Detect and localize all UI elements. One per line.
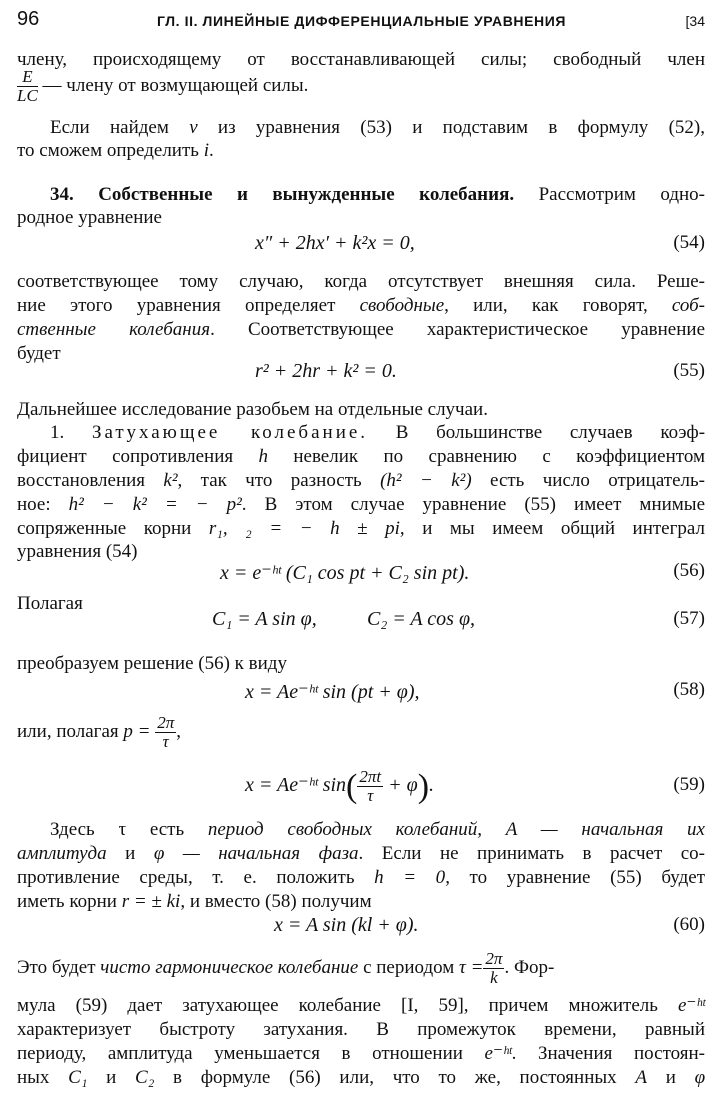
text-line: или, полагая p = $\frac{2\pi}{\tau}$ ,: [17, 713, 181, 751]
equation-56: [17, 560, 705, 590]
equation-formula: x = Ae⁻ʰᵗ sin (pt + φ),: [245, 681, 420, 703]
equation-54: [17, 232, 705, 262]
equation-59: [17, 760, 705, 804]
text-line: фициент сопротивления h невелик по сравнению с коэффициентом: [17, 446, 705, 467]
equation-formula: x = A sin (kl + φ).: [274, 914, 419, 936]
equation-60: [17, 914, 705, 944]
text-line: уравнения (54): [17, 541, 138, 562]
fraction: $\frac{2\pi t}{\tau}$: [359, 767, 382, 805]
section-heading: 34. Собственные и вынужденные колебания. Рассмотрим одно-: [50, 184, 706, 205]
text-line: $\frac{E}{LC}$ — члену от возмущающей силы.: [17, 67, 309, 105]
equation-55: [17, 360, 705, 390]
equation-formula: C₁ = A sin φ,: [212, 608, 317, 630]
fraction: $\frac{2\pi}{k}$: [485, 949, 503, 987]
equation-formula: C₂ = A cos φ,: [367, 608, 476, 630]
text-line: то сможем определить i.: [17, 140, 214, 161]
text-line: Это будет чисто гармоническое колебание с периодом τ = $\frac{2\pi}{k}$ . Фор-: [17, 949, 555, 987]
page-number: 96: [17, 8, 40, 30]
equation-number: (58): [673, 679, 705, 700]
text-line: 1. Затухающее колебание. В большинстве случаев коэф-: [50, 422, 706, 443]
equation-formula: x″ + 2hx′ + k²x = 0,: [255, 232, 415, 254]
equation-number: (57): [673, 608, 705, 629]
text-line: иметь корни r = ± ki, и вместо (58) получим: [17, 891, 372, 912]
equation-number: (55): [673, 360, 705, 381]
text-line: восстановления k², так что разность (h² − k²) есть число отрицатель-: [17, 470, 705, 491]
text-line: амплитуда и φ — начальная фаза. Если не принимать в расчет со-: [17, 843, 706, 864]
text-line: члену, происходящему от восстанавливающей силы; свободный член: [17, 49, 705, 70]
equation-formula: x = Ae⁻ʰᵗ sin( $\frac{2\pi t}{\tau}$ + φ).: [245, 767, 435, 806]
text-line: Здесь τ есть период свободных колебаний, A — начальная их: [50, 819, 705, 840]
text-line: сопряженные корни r₁, ₂ = − h ± pi, и мы имеем общий интеграл: [17, 518, 705, 539]
text-line: ное: h² − k² = − p². В этом случае уравнение (55) имеет мнимые: [17, 494, 705, 515]
book-page: [17, 0, 705, 1100]
text-line: мула (59) дает затухающее колебание [I, 59], причем множитель e⁻ʰᵗ: [17, 995, 706, 1016]
equation-number: (59): [673, 774, 705, 795]
section-marker: [34: [685, 13, 705, 29]
text-line: ных C₁ и C₂ в формуле (56) или, что то же, постоянных A и φ: [17, 1067, 706, 1088]
fraction: $\frac{E}{LC}$: [17, 67, 38, 105]
text-line: ственные колебания. Соответствующее характеристическое уравнение: [17, 319, 705, 340]
text-line: соответствующее тому случаю, когда отсутствует внешняя сила. Реше-: [17, 271, 705, 292]
text-line: родное уравнение: [17, 207, 162, 228]
equation-number: (54): [673, 232, 705, 253]
text-line: преобразуем решение (56) к виду: [17, 653, 287, 674]
fraction: $\frac{2\pi}{\tau}$: [157, 713, 175, 751]
running-title: ГЛ. II. ЛИНЕЙНЫЕ ДИФФЕРЕНЦИАЛЬНЫЕ УРАВНЕНИЯ: [157, 13, 567, 29]
text-line: Полагая: [17, 593, 83, 614]
page-header: [17, 8, 705, 34]
text-line: Дальнейшее исследование разобьем на отдельные случаи.: [17, 399, 488, 420]
equation-57: [17, 608, 705, 638]
equation-formula: r² + 2hr + k² = 0.: [255, 360, 397, 382]
text-line: Если найдем v из уравнения (53) и подставим в формулу (52),: [50, 117, 705, 138]
equation-number: (60): [673, 914, 705, 935]
text-line: будет: [17, 343, 61, 364]
text-line: характеризует быстроту затухания. В промежуток времени, равный: [17, 1019, 705, 1040]
text-line: противление среды, т. е. положить h = 0, то уравнение (55) будет: [17, 867, 706, 888]
text-line: периоду, амплитуда уменьшается в отношении e⁻ʰᵗ. Значения постоян-: [17, 1043, 705, 1064]
equation-formula: x = e⁻ʰᵗ (C₁ cos pt + C₂ sin pt).: [220, 562, 470, 584]
equation-number: (56): [673, 560, 705, 581]
equation-58: [17, 679, 705, 709]
text-line: ние этого уравнения определяет свободные, или, как говорят, соб-: [17, 295, 706, 316]
